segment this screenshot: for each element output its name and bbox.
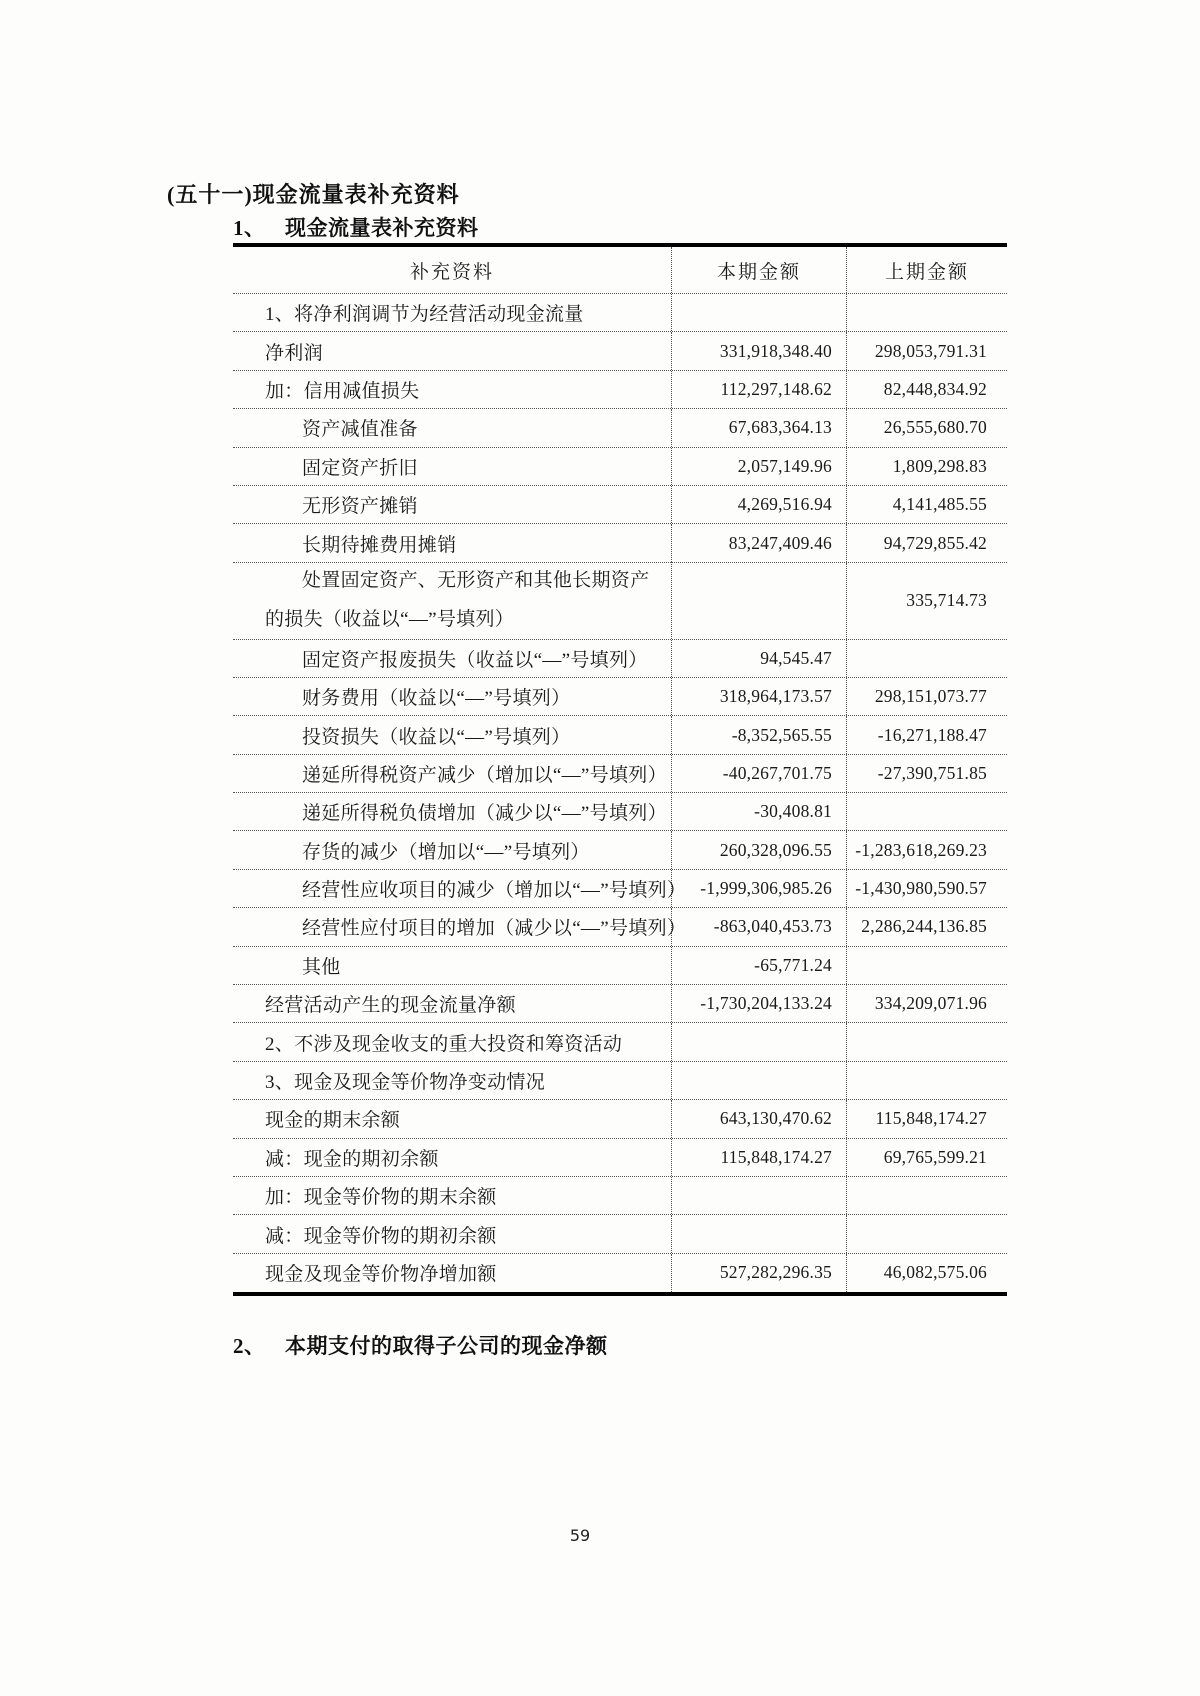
row-label: 存货的减少（增加以“—”号填列） bbox=[233, 831, 672, 868]
table-row bbox=[233, 448, 1007, 486]
table-row bbox=[233, 563, 1007, 640]
row-current-period-amount bbox=[672, 1062, 847, 1099]
row-prior-period-amount: 2,286,244,136.85 bbox=[861, 916, 987, 937]
row-current-period-amount: 115,848,174.27 bbox=[672, 1139, 847, 1176]
table-row bbox=[233, 1023, 1007, 1061]
row-current-period-amount: -8,352,565.55 bbox=[672, 716, 847, 753]
row-current-period-amount: 67,683,364.13 bbox=[672, 409, 847, 446]
row-prior-period-amount bbox=[847, 1062, 1007, 1099]
row-current-period-amount: 112,297,148.62 bbox=[672, 371, 847, 408]
table-row bbox=[233, 486, 1007, 524]
row-label: 3、现金及现金等价物净变动情况 bbox=[233, 1062, 672, 1099]
row-prior-period-amount: 298,151,073.77 bbox=[874, 686, 987, 707]
row-prior-period-amount: 298,053,791.31 bbox=[874, 340, 987, 361]
table-row bbox=[233, 409, 1007, 447]
table-row bbox=[233, 524, 1007, 562]
table-row bbox=[233, 1062, 1007, 1100]
row-current-period-amount: 2,057,149.96 bbox=[672, 448, 847, 485]
row-prior-period-amount: -1,283,618,269.23 bbox=[855, 839, 987, 860]
table-row bbox=[233, 985, 1007, 1023]
row-prior-period-amount: 334,209,071.96 bbox=[874, 993, 987, 1014]
table-row bbox=[233, 755, 1007, 793]
row-current-period-amount: 527,282,296.35 bbox=[672, 1254, 847, 1292]
row-current-period-amount: 318,964,173.57 bbox=[672, 678, 847, 715]
section-2-number: 2、 bbox=[233, 1334, 266, 1358]
row-prior-period-amount: 94,729,855.42 bbox=[883, 532, 987, 553]
row-current-period-amount: 331,918,348.40 bbox=[672, 332, 847, 369]
row-current-period-amount bbox=[672, 563, 847, 639]
table-header-row bbox=[233, 247, 1007, 294]
row-label: 财务费用（收益以“—”号填列） bbox=[233, 678, 672, 715]
table-body bbox=[233, 294, 1007, 1292]
row-current-period-amount: -30,408.81 bbox=[672, 793, 847, 830]
row-label: 处置固定资产、无形资产和其他长期资产的损失（收益以“—”号填列） bbox=[233, 562, 672, 639]
row-label: 减：现金等价物的期初余额 bbox=[233, 1215, 672, 1252]
row-current-period-amount: -40,267,701.75 bbox=[672, 755, 847, 792]
row-label: 现金的期末余额 bbox=[233, 1100, 672, 1137]
section-1-title: 现金流量表补充资料 bbox=[285, 216, 479, 240]
row-prior-period-amount bbox=[847, 1215, 1007, 1252]
row-label: 固定资产报废损失（收益以“—”号填列） bbox=[233, 640, 672, 677]
table-row bbox=[233, 947, 1007, 985]
table-row bbox=[233, 831, 1007, 869]
row-prior-period-amount: 4,141,485.55 bbox=[892, 494, 987, 515]
table-row bbox=[233, 1177, 1007, 1215]
row-prior-period-amount: 115,848,174.27 bbox=[875, 1108, 987, 1129]
table-row bbox=[233, 640, 1007, 678]
row-label: 加：现金等价物的期末余额 bbox=[233, 1177, 672, 1214]
section-2-heading bbox=[233, 1330, 608, 1360]
row-label: 投资损失（收益以“—”号填列） bbox=[233, 716, 672, 753]
row-current-period-amount bbox=[672, 1177, 847, 1214]
cash-flow-supplementary-table bbox=[233, 243, 1007, 1296]
header-current-period-amount: 本期金额 bbox=[672, 247, 847, 293]
row-prior-period-amount bbox=[847, 294, 1007, 331]
table-row bbox=[233, 870, 1007, 908]
row-prior-period-amount bbox=[847, 947, 1007, 984]
row-prior-period-amount: -16,271,188.47 bbox=[877, 724, 987, 745]
page-number: 59 bbox=[569, 1526, 591, 1545]
row-current-period-amount bbox=[672, 1023, 847, 1060]
table-row bbox=[233, 908, 1007, 946]
row-prior-period-amount bbox=[847, 1023, 1007, 1060]
row-label: 长期待摊费用摊销 bbox=[233, 524, 672, 561]
header-prior-period-amount: 上期金额 bbox=[884, 261, 969, 283]
row-label: 经营性应收项目的减少（增加以“—”号填列） bbox=[233, 870, 672, 907]
row-prior-period-amount: -1,430,980,590.57 bbox=[855, 878, 987, 899]
section-1-heading bbox=[233, 212, 479, 242]
table-row bbox=[233, 678, 1007, 716]
page-title: (五十一)现金流量表补充资料 bbox=[167, 182, 460, 207]
row-current-period-amount: -65,771.24 bbox=[672, 947, 847, 984]
section-2-title: 本期支付的取得子公司的现金净额 bbox=[285, 1334, 608, 1358]
header-supplementary-info: 补充资料 bbox=[233, 247, 672, 293]
table-row bbox=[233, 332, 1007, 370]
row-current-period-amount bbox=[672, 294, 847, 331]
table-row bbox=[233, 716, 1007, 754]
row-prior-period-amount: -27,390,751.85 bbox=[877, 762, 987, 783]
row-current-period-amount: 4,269,516.94 bbox=[672, 486, 847, 523]
row-label: 递延所得税负债增加（减少以“—”号填列） bbox=[233, 793, 672, 830]
row-prior-period-amount bbox=[847, 640, 1007, 677]
row-label: 1、将净利润调节为经营活动现金流量 bbox=[233, 294, 672, 331]
row-label: 其他 bbox=[233, 947, 672, 984]
row-label: 经营性应付项目的增加（减少以“—”号填列） bbox=[233, 908, 672, 945]
row-prior-period-amount: 1,809,298.83 bbox=[892, 455, 987, 476]
row-label: 资产减值准备 bbox=[233, 409, 672, 446]
row-label: 净利润 bbox=[233, 332, 672, 369]
row-prior-period-amount: 46,082,575.06 bbox=[883, 1262, 987, 1283]
row-current-period-amount: -1,999,306,985.26 bbox=[672, 870, 847, 907]
table-row bbox=[233, 371, 1007, 409]
row-label: 2、不涉及现金收支的重大投资和筹资活动 bbox=[233, 1023, 672, 1060]
row-current-period-amount: -863,040,453.73 bbox=[672, 908, 847, 945]
table-row bbox=[233, 1215, 1007, 1253]
table-row bbox=[233, 1139, 1007, 1177]
row-current-period-amount: 260,328,096.55 bbox=[672, 831, 847, 868]
row-label: 递延所得税资产减少（增加以“—”号填列） bbox=[233, 755, 672, 792]
row-current-period-amount: 83,247,409.46 bbox=[672, 524, 847, 561]
row-label: 经营活动产生的现金流量净额 bbox=[233, 985, 672, 1022]
section-1-number: 1、 bbox=[233, 216, 266, 240]
row-label: 固定资产折旧 bbox=[233, 448, 672, 485]
table-row bbox=[233, 294, 1007, 332]
row-label: 加：信用减值损失 bbox=[233, 371, 672, 408]
table-row bbox=[233, 1254, 1007, 1292]
row-prior-period-amount: 335,714.73 bbox=[906, 590, 987, 611]
table-row bbox=[233, 1100, 1007, 1138]
table-row bbox=[233, 793, 1007, 831]
row-label: 无形资产摊销 bbox=[233, 486, 672, 523]
row-prior-period-amount bbox=[847, 793, 1007, 830]
row-prior-period-amount bbox=[847, 1177, 1007, 1214]
row-current-period-amount: -1,730,204,133.24 bbox=[672, 985, 847, 1022]
row-label: 减：现金的期初余额 bbox=[233, 1139, 672, 1176]
row-prior-period-amount: 82,448,834.92 bbox=[883, 378, 987, 399]
row-current-period-amount: 643,130,470.62 bbox=[672, 1100, 847, 1137]
row-current-period-amount bbox=[672, 1215, 847, 1252]
row-prior-period-amount: 69,765,599.21 bbox=[883, 1146, 987, 1167]
row-current-period-amount: 94,545.47 bbox=[672, 640, 847, 677]
row-label: 现金及现金等价物净增加额 bbox=[233, 1254, 672, 1292]
row-prior-period-amount: 26,555,680.70 bbox=[883, 417, 987, 438]
